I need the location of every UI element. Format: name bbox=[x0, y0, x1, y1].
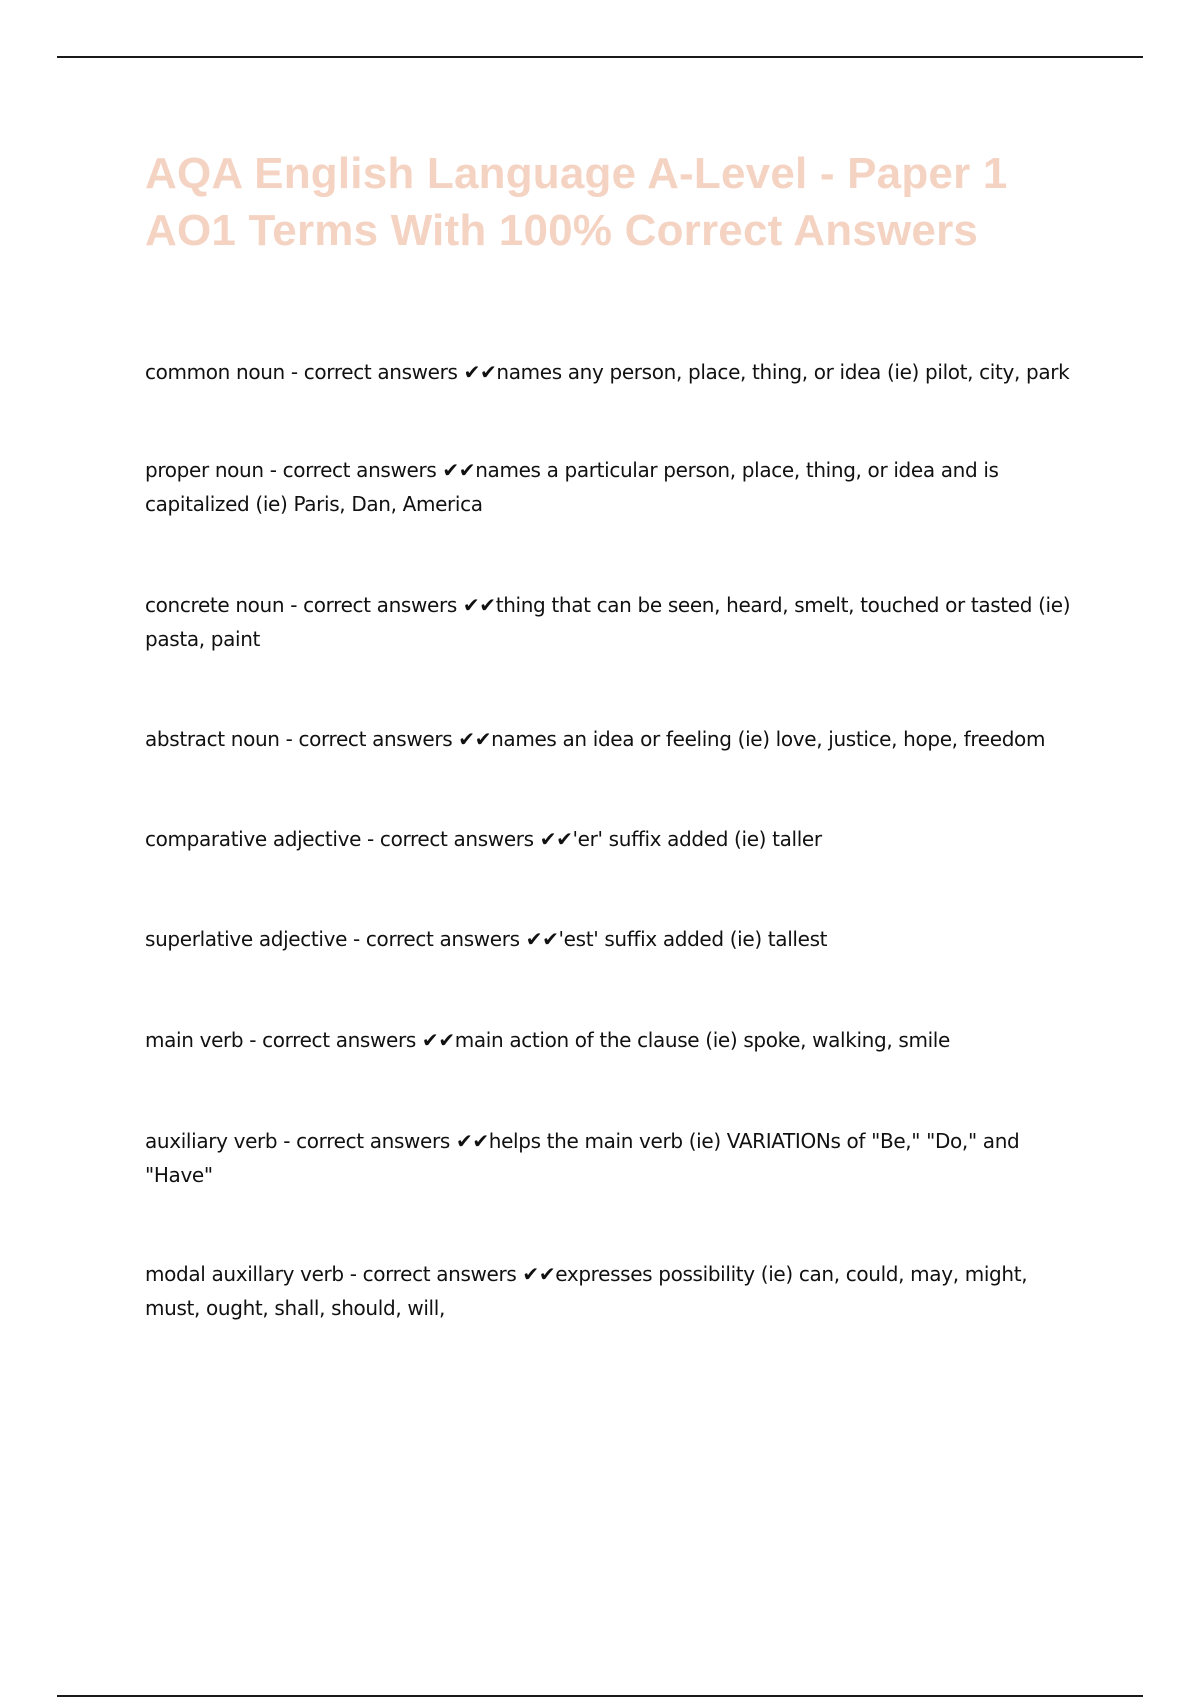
entry-line: auxiliary verb - correct answers ✔✔helps the main verb (ie) VARIATIONs of "Be," "Do," and bbox=[145, 1129, 1020, 1153]
term-common-noun bbox=[145, 355, 1105, 389]
term-comparative-adjective bbox=[145, 822, 1105, 856]
term-concrete-noun bbox=[145, 588, 1105, 656]
entry-line: abstract noun - correct answers ✔✔names an idea or feeling (ie) love, justice, hope, freedom bbox=[145, 727, 1046, 751]
entry-line: concrete noun - correct answers ✔✔thing that can be seen, heard, smelt, touched or tasted (ie) bbox=[145, 593, 1071, 617]
term-modal-auxillary-verb bbox=[145, 1257, 1105, 1325]
title-line-1: AQA English Language A-Level - Paper 1 bbox=[145, 149, 1008, 198]
entry-line: superlative adjective - correct answers ✔✔'est' suffix added (ie) tallest bbox=[145, 927, 828, 951]
entry-line: modal auxillary verb - correct answers ✔✔expresses possibility (ie) can, could, may, might, bbox=[145, 1262, 1028, 1286]
entry-line: "Have" bbox=[145, 1163, 213, 1187]
title-line-2: AO1 Terms With 100% Correct Answers bbox=[145, 206, 979, 255]
entry-line: main verb - correct answers ✔✔main action of the clause (ie) spoke, walking, smile bbox=[145, 1028, 950, 1052]
entry-line: pasta, paint bbox=[145, 627, 261, 651]
entry-line: common noun - correct answers ✔✔names any person, place, thing, or idea (ie) pilot, city, park bbox=[145, 360, 1070, 384]
entry-line: must, ought, shall, should, will, bbox=[145, 1296, 445, 1320]
entry-line: proper noun - correct answers ✔✔names a particular person, place, thing, or idea and is bbox=[145, 458, 999, 482]
term-superlative-adjective bbox=[145, 922, 1105, 956]
document-title bbox=[145, 145, 1105, 259]
term-auxiliary-verb bbox=[145, 1124, 1105, 1192]
entry-line: comparative adjective - correct answers ✔✔'er' suffix added (ie) taller bbox=[145, 827, 822, 851]
entry-line: capitalized (ie) Paris, Dan, America bbox=[145, 492, 483, 516]
bottom-rule bbox=[57, 1695, 1143, 1697]
term-main-verb bbox=[145, 1023, 1105, 1057]
top-rule bbox=[57, 56, 1143, 58]
term-abstract-noun bbox=[145, 722, 1105, 756]
term-proper-noun bbox=[145, 453, 1105, 521]
